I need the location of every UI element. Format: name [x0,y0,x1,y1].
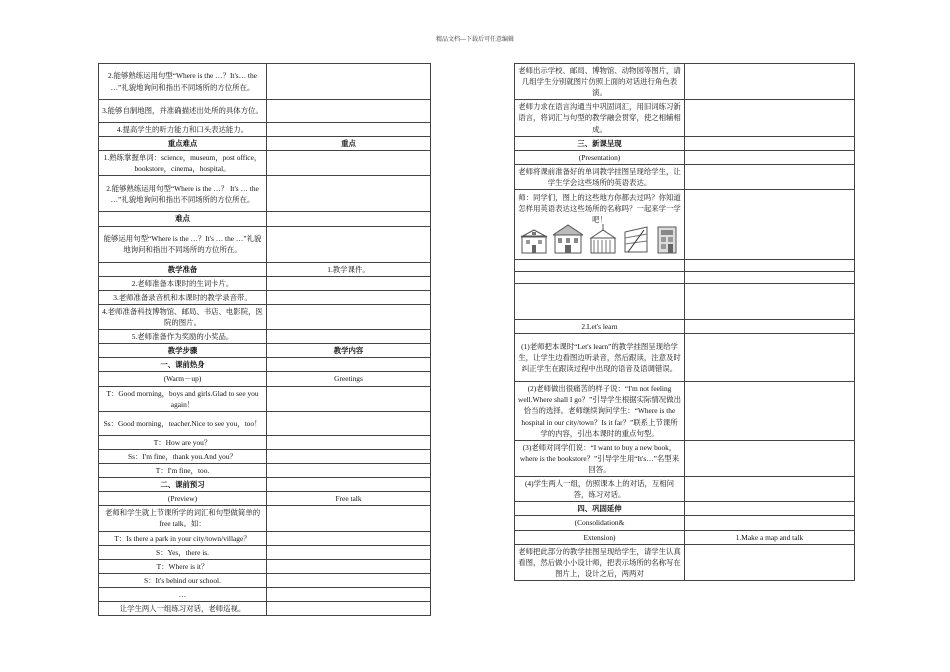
cell-step: Ss：Good morning，teacher.Nice to see you，too！ [99,411,267,435]
cell-content [267,449,431,463]
bookstore-icon [622,224,650,257]
cell-step: 二、课前预习 [99,478,267,492]
table-row [515,64,855,100]
cell-text: 师：同学们，图上的这些地方你都去过吗？你知道怎样用英语表达这些场所的名称吗？一起来学一学吧！ [518,192,681,225]
cell-content [685,272,855,284]
table-row [515,136,855,150]
cell-content [267,64,431,100]
cell-step: (Warm－up) [99,372,267,386]
cell-content [685,64,855,100]
cell-step: 4.提高学生的听力能力和口头表达能力。 [99,123,267,137]
cell-step: 教学步骤 [99,344,267,358]
table-row [99,123,431,137]
table-row [515,284,855,320]
cell-content: 1.Make a map and talk [685,530,855,544]
cell-step: 3.老师准备录音机和本课时的教学录音带。 [99,290,267,304]
table-row [99,226,431,262]
cell-content [267,212,431,226]
cell-step [515,284,685,320]
cell-content [267,463,431,477]
cell-step: 重点难点 [99,137,267,151]
cell-content [685,164,855,189]
cell-step: 老师出示学校、邮局、博物馆、动物园等图片，请几组学生分别就图片仿照上面的对话进行角色表演。 [515,64,685,100]
cell-content [267,559,431,573]
table-row [99,602,431,616]
page-header-note: 精品文档---下载后可任意编辑 [436,37,514,43]
cell-step: 5.老师准备作为奖励的小奖品。 [99,330,267,344]
table-row [99,137,431,151]
cell-content [267,226,431,262]
cell-step: 2.老师准备本课时的生词卡片。 [99,276,267,290]
table-row [99,176,431,212]
cell-step: 2.能够熟练运用句型“Where is the …？It's… the …”礼貌地询问和指出不同场所的方位所在。 [99,64,267,100]
cell-step: (Consolidation& [515,516,685,530]
cell-step: 老师将课前准备好的单词教学挂图呈现给学生，让学生学会这些场所的英语表达。 [515,164,685,189]
table-row [99,573,431,587]
table-row [515,530,855,544]
cell-content: Greetings [267,372,431,386]
cell-content [267,602,431,616]
table-row [99,478,431,492]
cell-content [685,440,855,476]
table-row [99,411,431,435]
school-icon [553,224,583,257]
cell-step: T：I'm fine，too. [99,463,267,477]
cell-content [267,386,431,411]
table-row [99,386,431,411]
cell-step: (4)学生两人一组，仿照课本上的对话，互相问答，练习对话。 [515,477,685,502]
cell-content [685,100,855,136]
cell-content [267,411,431,435]
cell-content [267,587,431,601]
cell-step: 四、巩固延伸 [515,502,685,516]
cell-content [685,516,855,530]
table-row [99,304,431,329]
cell-step: 教学准备 [99,262,267,276]
cell-step: (1)老师把本课时“Let's learn”的教学挂图呈现给学生，让学生边看图边听录音，然后跟读，注意及时纠正学生在跟读过程中出现的语音及语调错误。 [515,334,685,382]
cell-content [685,190,855,260]
cell-step [515,272,685,284]
table-row [515,334,855,382]
table-row [515,544,855,580]
cell-step: T：Good morning，boys and girls.Glad to see you again！ [99,386,267,411]
table-row [515,260,855,272]
cell-content [267,478,431,492]
cell-content [685,260,855,272]
table-row [99,372,431,386]
cell-content [267,573,431,587]
table-row [99,262,431,276]
cell-content [267,151,431,176]
table-row [99,212,431,226]
table-row [99,559,431,573]
cell-step: 难点 [99,212,267,226]
cell-step: 2.能够熟练运用句型“Where is the …？ It's … the …”礼貌地询问和指出不同场所的方位所在。 [99,176,267,212]
cell-content [267,435,431,449]
cell-content [267,304,431,329]
table-row [99,151,431,176]
cell-content: 1.教学课件。 [267,262,431,276]
table-row [515,164,855,189]
cell-step: 老师把此部分的教学挂图呈现给学生，请学生认真看图，然后做小小设计师，把表示场所的名称写在图片上，设计之后，两两对 [515,544,685,580]
table-row [99,449,431,463]
cell-step: (Preview) [99,492,267,506]
cell-content: Free talk [267,492,431,506]
cell-step [515,260,685,272]
cell-step: 一、课前热身 [99,358,267,372]
cell-step [515,190,685,260]
cell-content [267,290,431,304]
table-row [99,506,431,531]
cell-step: T：Where is it？ [99,559,267,573]
cinema-icon [655,224,679,257]
cell-step: 能够运用句型“Where is the …？It's … the …”礼貌地询问和指出不同场所的方位所在。 [99,226,267,262]
cell-content [685,150,855,164]
cell-content: 重点 [267,137,431,151]
cell-step: 1.熟练掌握单词：science，museum，post office，bookstore，cinema，hospital。 [99,151,267,176]
table-row [99,290,431,304]
cell-content [685,502,855,516]
table-row [99,545,431,559]
cell-step: S：It's behind our school. [99,573,267,587]
table-row [99,64,431,100]
table-row [99,100,431,123]
cell-step: Extension) [515,530,685,544]
cell-content [267,330,431,344]
table-row [99,344,431,358]
cell-content [685,477,855,502]
cell-content [267,358,431,372]
cell-content [685,320,855,334]
cell-step: 3.能够自制地图，并准确描述出处所的具体方位。 [99,100,267,123]
cell-content [685,334,855,382]
cell-content [267,176,431,212]
museum-icon [589,224,617,257]
cell-content: 教学内容 [267,344,431,358]
table-row [515,502,855,516]
table-row [99,492,431,506]
cell-content [267,531,431,545]
place-pictures [518,225,681,257]
cell-content [685,284,855,320]
cell-content [267,506,431,531]
table-row [99,358,431,372]
table-row [515,272,855,284]
table-row [515,440,855,476]
cell-step: 让学生两人一组练习对话，老师巡视。 [99,602,267,616]
table-row [515,382,855,441]
table-row [515,100,855,136]
table-row [99,330,431,344]
cell-step: T：Is there a park in your city/town/village？ [99,531,267,545]
hospital-icon [520,228,548,257]
table-row [99,463,431,477]
cell-step: 老师力求在语言沟通当中巩固词汇，用旧词练习新语言，将词汇与句型的教学融会贯穿，使之相辅相成。 [515,100,685,136]
cell-content [685,544,855,580]
cell-step: (3)老师对同学们说：“I want to buy a new book，where is the bookstore？”引导学生用“It's…”名型来回答。 [515,440,685,476]
table-row [99,531,431,545]
cell-step: S：Yes，there is. [99,545,267,559]
cell-content [267,100,431,123]
cell-content [685,136,855,150]
cell-step: 三、新课呈现 [515,136,685,150]
cell-content [267,545,431,559]
table-row [515,477,855,502]
cell-step: Ss：I'm fine，thank you.And you？ [99,449,267,463]
cell-content [685,382,855,441]
table-row [515,516,855,530]
cell-step: 4.老师准备科技博物馆、邮局、书店、电影院，医院的图片。 [99,304,267,329]
cell-step: (2)老师做出很痛苦的样子说：“I'm not feeling well.Where shall I go？”引导学生根据实际情况做出恰当的选择。老师继续询问学生：“Where is the hospital in our city/town？Is it far？”联系上节课所学的内容，引出本课时的重点句型。 [515,382,685,441]
cell-step: … [99,587,267,601]
cell-step: 老师和学生就上节课所学的词汇和句型做简单的free talk。如： [99,506,267,531]
table-row [515,190,855,260]
cell-step: (Presentation) [515,150,685,164]
table-row [99,276,431,290]
table-row [99,435,431,449]
table-row [99,587,431,601]
table-row [515,320,855,334]
table-row [515,150,855,164]
cell-content [267,123,431,137]
lesson-table-left [98,63,431,616]
cell-content [267,276,431,290]
cell-step: T：How are you？ [99,435,267,449]
cell-step: 2.Let's learn [515,320,685,334]
lesson-table-right [514,63,855,581]
